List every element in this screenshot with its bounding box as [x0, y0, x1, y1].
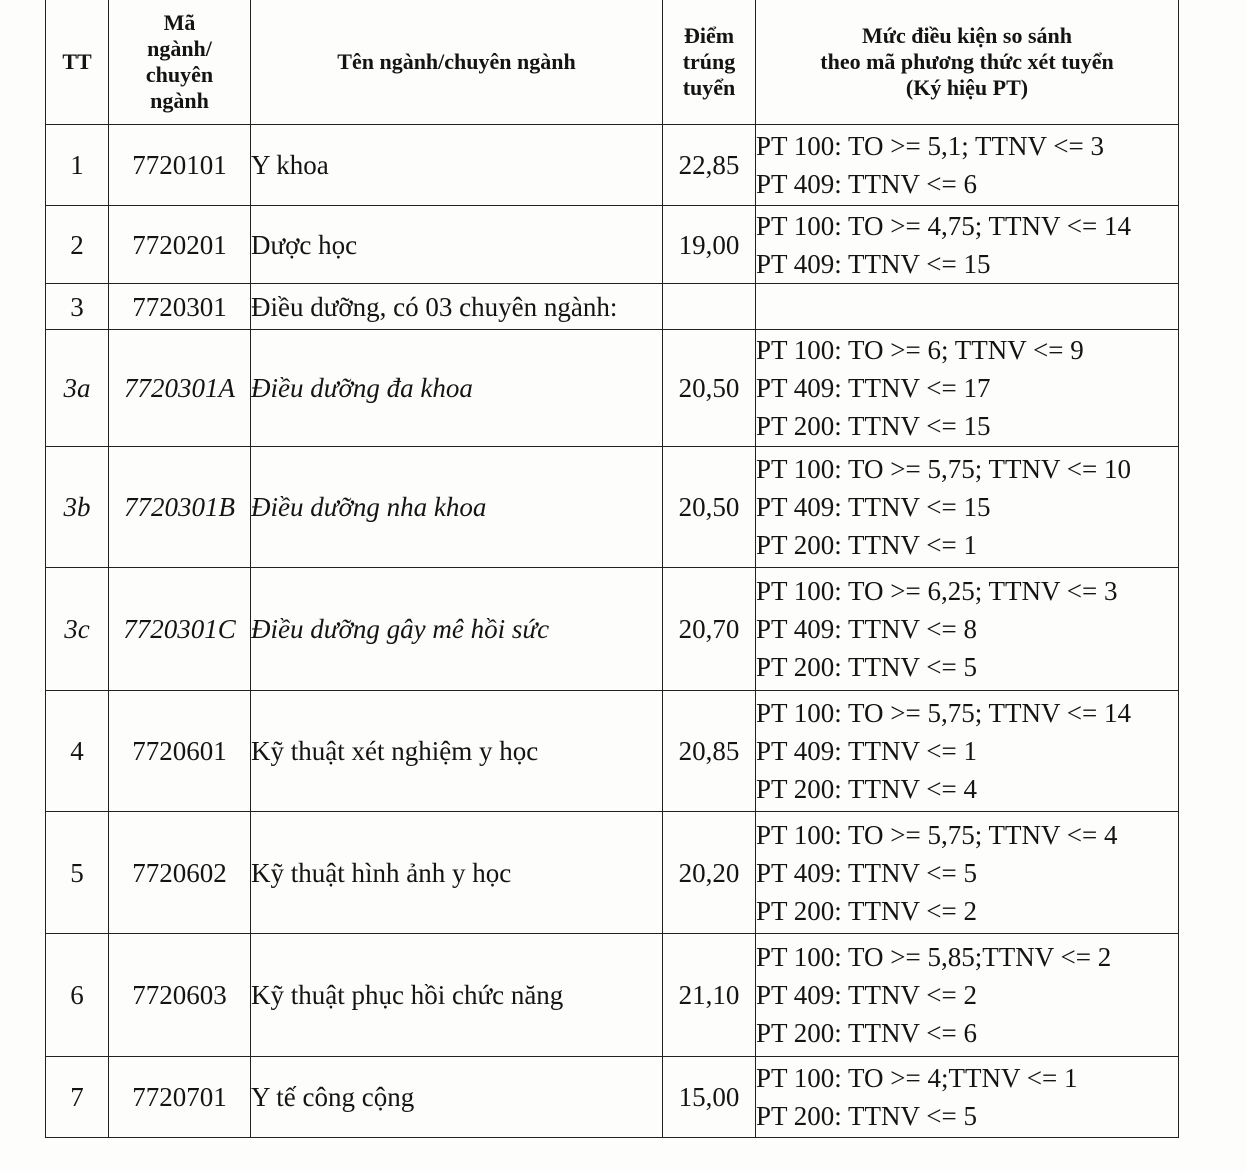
row-conditions	[756, 330, 1179, 447]
condition-line: PT 409: TTNV <= 1	[756, 736, 977, 766]
row-code: 7720201	[109, 206, 251, 284]
condition-line: PT 409: TTNV <= 5	[756, 857, 977, 888]
row-name: Kỹ thuật xét nghiệm y học	[251, 691, 663, 812]
row-conditions	[756, 934, 1179, 1057]
row-code: 7720603	[109, 934, 251, 1057]
row-conditions	[756, 568, 1179, 691]
header-tt: TT	[46, 0, 109, 125]
row-score: 20,70	[663, 568, 756, 691]
table-row	[46, 125, 1179, 206]
row-name: Điều dưỡng, có 03 chuyên ngành:	[251, 284, 663, 330]
row-code: 7720301B	[109, 447, 251, 568]
header-score-line: Điểm	[683, 22, 735, 48]
row-tt: 4	[46, 691, 109, 812]
table-row	[46, 934, 1179, 1057]
table-row	[46, 447, 1179, 568]
table-row	[46, 206, 1179, 284]
condition-line: PT 409: TTNV <= 8	[756, 614, 977, 644]
condition-line: PT 100: TO >= 5,1; TTNV <= 3	[756, 131, 1104, 161]
condition-line: PT 100: TO >= 5,75; TTNV <= 14	[756, 698, 1131, 728]
header-cond-line: (Ký hiệu PT)	[905, 74, 1029, 100]
row-conditions	[756, 447, 1179, 568]
row-name: Y tế công cộng	[251, 1057, 663, 1138]
row-name: Kỹ thuật phục hồi chức năng	[251, 934, 663, 1057]
condition-line: PT 409: TTNV <= 15	[756, 492, 991, 522]
row-conditions	[756, 125, 1179, 206]
condition-line: PT 409: TTNV <= 6	[756, 169, 977, 199]
row-code: 7720101	[109, 125, 251, 206]
row-score: 21,10	[663, 934, 756, 1057]
header-code-line: ngành	[150, 87, 209, 113]
row-code: 7720301C	[109, 568, 251, 691]
condition-line: PT 200: TTNV <= 15	[756, 411, 991, 441]
row-name: Y khoa	[251, 125, 663, 206]
row-name: Dược học	[251, 206, 663, 284]
row-tt: 7	[46, 1057, 109, 1138]
row-score: 20,50	[663, 330, 756, 447]
header-code-line: Mã	[163, 9, 196, 35]
row-score: 20,85	[663, 691, 756, 812]
row-name: Điều dưỡng đa khoa	[251, 330, 663, 447]
row-score: 15,00	[663, 1057, 756, 1138]
condition-line: PT 409: TTNV <= 17	[756, 373, 991, 403]
header-code	[109, 0, 251, 125]
row-conditions	[756, 206, 1179, 284]
condition-line: PT 100: TO >= 5,75; TTNV <= 4	[756, 819, 1118, 850]
table-row	[46, 691, 1179, 812]
header-code-line: ngành/	[147, 35, 212, 61]
header-score	[663, 0, 756, 125]
header-score-line: tuyển	[682, 74, 736, 100]
row-conditions	[756, 1057, 1179, 1138]
row-code: 7720701	[109, 1057, 251, 1138]
row-score	[663, 284, 756, 330]
condition-line: PT 200: TTNV <= 1	[756, 530, 977, 560]
header-cond-line: Mức điều kiện so sánh	[861, 22, 1073, 48]
condition-line: PT 100: TO >= 5,75; TTNV <= 10	[756, 454, 1131, 484]
condition-line: PT 409: TTNV <= 15	[756, 248, 991, 279]
row-tt: 3	[46, 284, 109, 330]
condition-line: PT 200: TTNV <= 2	[756, 895, 977, 926]
header-name: Tên ngành/chuyên ngành	[251, 0, 663, 125]
row-score: 20,50	[663, 447, 756, 568]
row-conditions	[756, 691, 1179, 812]
table-row	[46, 330, 1179, 447]
row-code: 7720601	[109, 691, 251, 812]
header-score-line: trúng	[682, 48, 736, 74]
row-name: Điều dưỡng gây mê hồi sức	[251, 568, 663, 691]
row-conditions	[756, 812, 1179, 934]
table-row	[46, 812, 1179, 934]
condition-line: PT 100: TO >= 4;TTNV <= 1	[756, 1063, 1078, 1093]
condition-line: PT 100: TO >= 6,25; TTNV <= 3	[756, 576, 1118, 606]
header-code-line: chuyên	[145, 61, 214, 87]
row-tt: 5	[46, 812, 109, 934]
header-row	[46, 0, 1179, 125]
header-conditions	[756, 0, 1179, 125]
table-row	[46, 568, 1179, 691]
condition-line: PT 200: TTNV <= 5	[756, 652, 977, 682]
table-row	[46, 1057, 1179, 1138]
row-tt: 3b	[46, 447, 109, 568]
condition-line: PT 100: TO >= 4,75; TTNV <= 14	[756, 210, 1131, 241]
condition-line: PT 100: TO >= 5,85;TTNV <= 2	[756, 942, 1112, 972]
row-score: 19,00	[663, 206, 756, 284]
row-tt: 3a	[46, 330, 109, 447]
header-cond-line: theo mã phương thức xét tuyển	[820, 48, 1114, 74]
condition-line: PT 100: TO >= 6; TTNV <= 9	[756, 335, 1084, 365]
row-conditions	[756, 284, 1179, 330]
condition-line: PT 200: TTNV <= 4	[756, 774, 977, 804]
condition-line: PT 200: TTNV <= 6	[756, 1018, 977, 1048]
row-code: 7720301A	[109, 330, 251, 447]
row-score: 22,85	[663, 125, 756, 206]
row-tt: 1	[46, 125, 109, 206]
row-name: Kỹ thuật hình ảnh y học	[251, 812, 663, 934]
admission-score-table	[45, 0, 1179, 1138]
condition-line: PT 409: TTNV <= 2	[756, 980, 977, 1010]
row-name: Điều dưỡng nha khoa	[251, 447, 663, 568]
condition-line: PT 200: TTNV <= 5	[756, 1101, 977, 1131]
row-code: 7720301	[109, 284, 251, 330]
row-score: 20,20	[663, 812, 756, 934]
table-row	[46, 284, 1179, 330]
row-tt: 6	[46, 934, 109, 1057]
row-code: 7720602	[109, 812, 251, 934]
row-tt: 3c	[46, 568, 109, 691]
row-tt: 2	[46, 206, 109, 284]
